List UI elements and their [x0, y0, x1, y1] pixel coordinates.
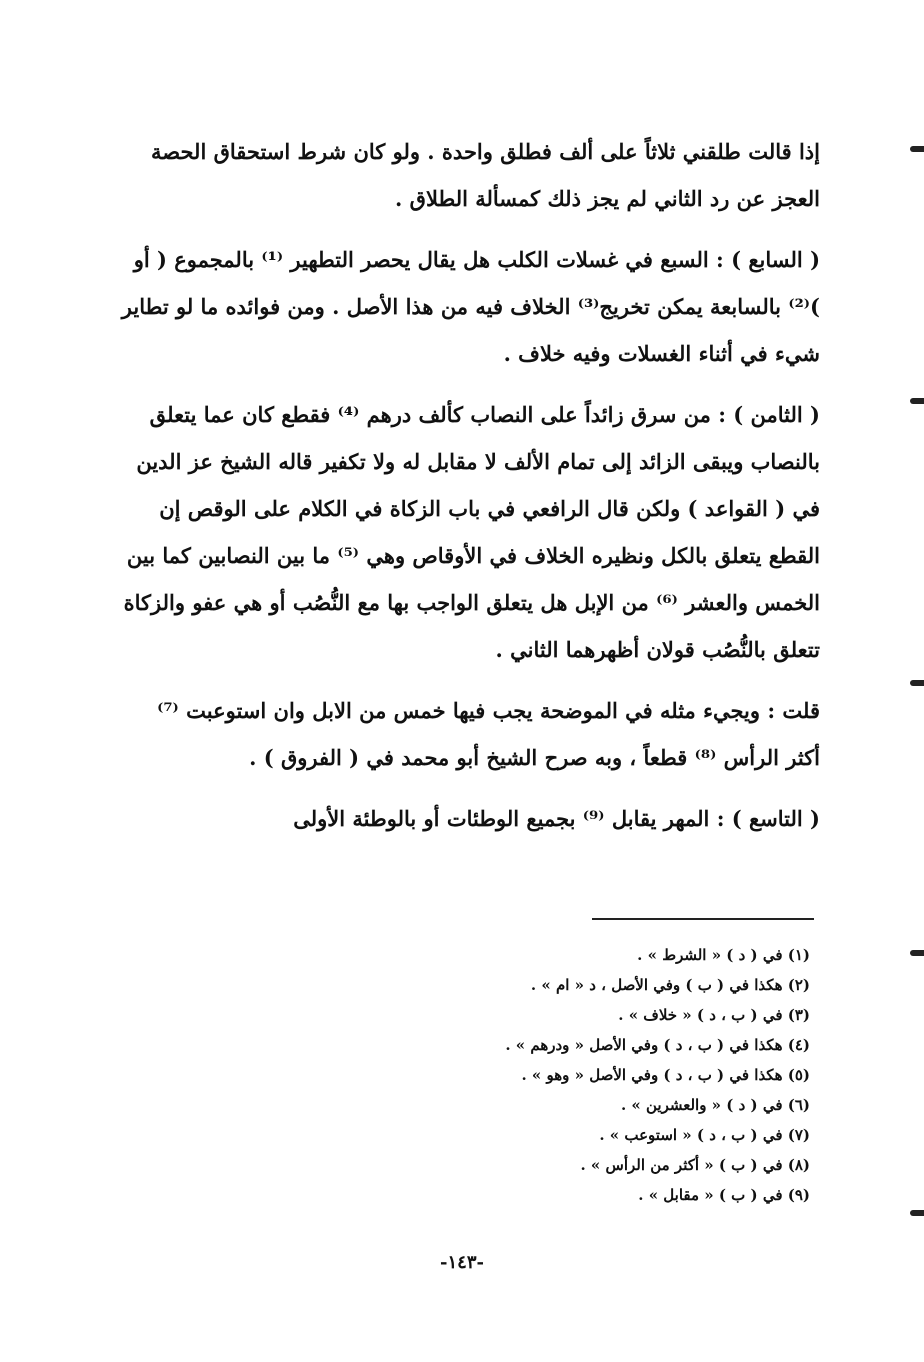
page-number: -١٤٣-	[440, 1252, 484, 1273]
footnote-1: (١) في ( د ) « الشرط » .	[637, 946, 810, 964]
paragraph-2: ( السابع ) : السبع في غسلات الكلب هل يقال يحصر التطهير ⁽¹⁾ بالمجموع ( أو )⁽²⁾ بالسابعة يمكن تخريج⁽³⁾ الخلاف فيه من هذا الأصل . ومن فوائده ما لو تطاير شيء في أثناء الغسلات وفيه خلاف .	[121, 247, 820, 366]
footnote-9: (٩) في ( ب ) « مقابل » .	[638, 1186, 810, 1204]
paragraph-3: ( الثامن ) : من سرق زائداً على النصاب كألف درهم ⁽⁴⁾ فقطع كان عما يتعلق بالنصاب ويبقى الزائد إلى تمام الألف لا مقابل له ولا تكفير قاله الشيخ عز الدين في ( القواعد ) ولكن قال الرافعي في باب الزكاة في الكلام على الوقص إن القطع يتعلق بالكل ونظيره الخلاف في الأوقاص وهي ⁽⁵⁾ ما بين النصابين كما بين الخمس والعشر ⁽⁶⁾ من الإبل هل يتعلق الواجب بها مع النُّصُب أو هي عفو والزكاة تتعلق بالنُّصُب قولان أظهرهما الثاني .	[123, 402, 820, 662]
footnote-5: (٥) هكذا في ( ب ، د ) وفي الأصل « وهو » .	[521, 1066, 810, 1084]
footnote-8: (٨) في ( ب ) « أكثر من الرأس » .	[580, 1156, 810, 1174]
footnote-divider	[592, 918, 814, 920]
paragraph-1: إذا قالت طلقني ثلاثاً على ألف فطلق واحدة . ولو كان شرط استحقاق الحصة العجز عن رد الثاني لم يجز ذلك كمسألة الطلاق .	[151, 139, 820, 211]
binding-mark	[910, 398, 924, 404]
paragraph-4: قلت : ويجيء مثله في الموضحة يجب فيها خمس من الابل وان استوعبت ⁽⁷⁾ أكثر الرأس ⁽⁸⁾ قطعاً ، وبه صرح الشيخ أبو محمد في ( الفروق ) .	[157, 698, 820, 770]
footnote-7: (٧) في ( ب ، د ) « استوعب » .	[599, 1126, 810, 1144]
footnote-6: (٦) في ( د ) « والعشرين » .	[620, 1096, 810, 1114]
footnote-4: (٤) هكذا في ( ب ، د ) وفي الأصل « ودرهم » .	[505, 1036, 810, 1054]
binding-mark	[910, 146, 924, 152]
binding-mark	[910, 950, 924, 956]
paragraph-5: ( التاسع ) : المهر يقابل ⁽⁹⁾ بجميع الوطئات أو بالوطئة الأولى	[293, 806, 820, 831]
binding-mark	[910, 680, 924, 686]
main-text	[118, 128, 820, 850]
footnote-2: (٢) هكذا في ( ب ) وفي الأصل ، د « ام » .	[530, 976, 810, 994]
binding-mark	[910, 1210, 924, 1216]
footnotes	[330, 940, 810, 1210]
footnote-3: (٣) في ( ب ، د ) « خلاف » .	[618, 1006, 810, 1024]
